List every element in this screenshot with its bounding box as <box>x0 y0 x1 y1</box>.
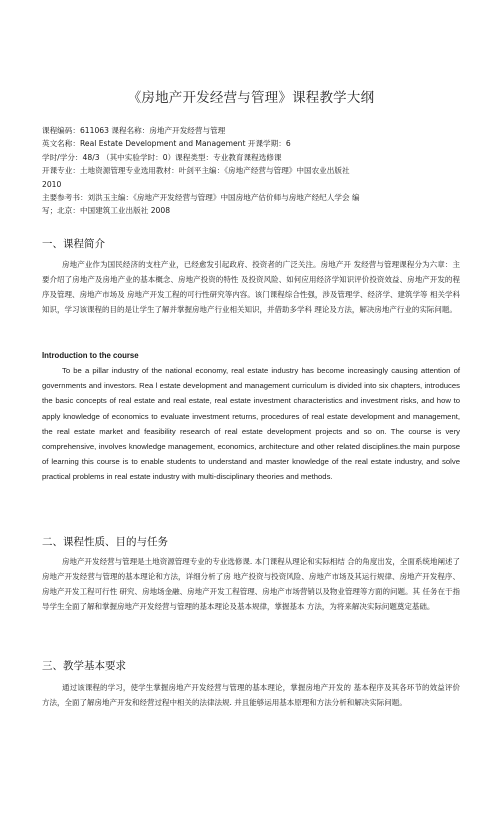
course-meta <box>42 124 462 218</box>
intro-paragraph-en: To be a pillar industry of the national economy, real estate industry has become increasingly causing attention of governments and investors. Rea l estate development and management curriculum is divided into six chapters, introduces the basic concepts of real estate and real estate, real estate investment characteristics and investment risks, and how to apply knowledge of economics to evaluate investment returns, procedures of real estate development and management, the real estate market and feasibility research of real estate development projects and so on. The course is very comprehensive, involves knowledge management, economics, architecture and other related disciplines.the main purpose of learning this course is to enable students to understand and master knowledge of the real estate industry, and solve practical problems in real estate industry with multi-disciplinary theories and methods. <box>42 366 460 482</box>
reference-line-1: 主要参考书：刘洪玉主编：《房地产开发经营与管理》中国房地产估价师与房地产经纪人学会 编 <box>42 193 360 203</box>
intro-heading-en: Introduction to the course <box>42 351 139 360</box>
section-heading-intro: 一、课程简介 <box>42 238 105 250</box>
major-textbook-line: 开课专业：土地资源管理专业选用教材：叶剑平主编：《房地产经营与管理》中国农业出版社 <box>42 166 350 176</box>
english-name-line: 英文名称：Real Estate Development and Management 开课学期：6 <box>42 139 291 149</box>
section-heading-requirements: 三、教学基本要求 <box>42 660 126 672</box>
textbook-year-line: 2010 <box>42 179 62 189</box>
course-code-line: 课程编码：611063 课程名称：房地产开发经营与管理 <box>42 126 226 135</box>
document-title: 《房地产开发经营与管理》课程教学大纲 <box>127 90 375 106</box>
requirements-paragraph-cn: 通过该课程的学习，使学生掌握房地产开发经营与管理的基本理论，掌握房地产开发的 基本程序及其各环节的效益评价方法，全面了解房地产开发和经营过程中相关的法律法规. 并且能够运用基本原理和方法分析和解决实际问题。 <box>42 683 460 707</box>
nature-paragraph-cn: 房地产开发经营与管理是土地资源管理专业的专业选修课. 本门课程从理论和实际相结 合的角度出发，全面系统地阐述了房地产开发经营与管理的基本理论和方法，详细分析了房 地产投资与投资风险、房地产市场及其运行规律、房地产开发程序、房地产开发工程可行性 研究、房地场金融、房地产开发工程管理、房地产市场营销以及物业管理等方面的问题。其 任务在于指导学生全面了解和掌握房地产开发经营与管理的基本理论及基本规律，掌握基本 方法，为将来解决实际问题奠定基础。 <box>42 557 460 611</box>
section-heading-nature: 二、课程性质、目的与任务 <box>42 536 168 548</box>
intro-paragraph-cn: 房地产业作为国民经济的支柱产业，已经愈发引起政府、投资者的广泛关注。房地产开 发经营与管理课程分为六章：主要介绍了房地产及房地产业的基本概念、房地产投资的特性 及投资风险、如何应用经济学知识评价投资效益、房地产开发的程序及管理、房地产市场及 房地产开发工程的可行性研究等内容。该门课程综合性强，涉及管理学、经济学、建筑学等 相关学科知识，学习该课程的目的是让学生了解并掌握房地产行业相关知识，并借助多学科 理论及方法，解决房地产行业的实际问题。 <box>42 260 460 314</box>
reference-line-2: 写；北京：中国建筑工业出版社 2008 <box>42 206 171 216</box>
hours-credits-line: 学时/学分：48/3 （其中实验学时：0）课程类型：专业教育课程选修课 <box>42 152 282 162</box>
